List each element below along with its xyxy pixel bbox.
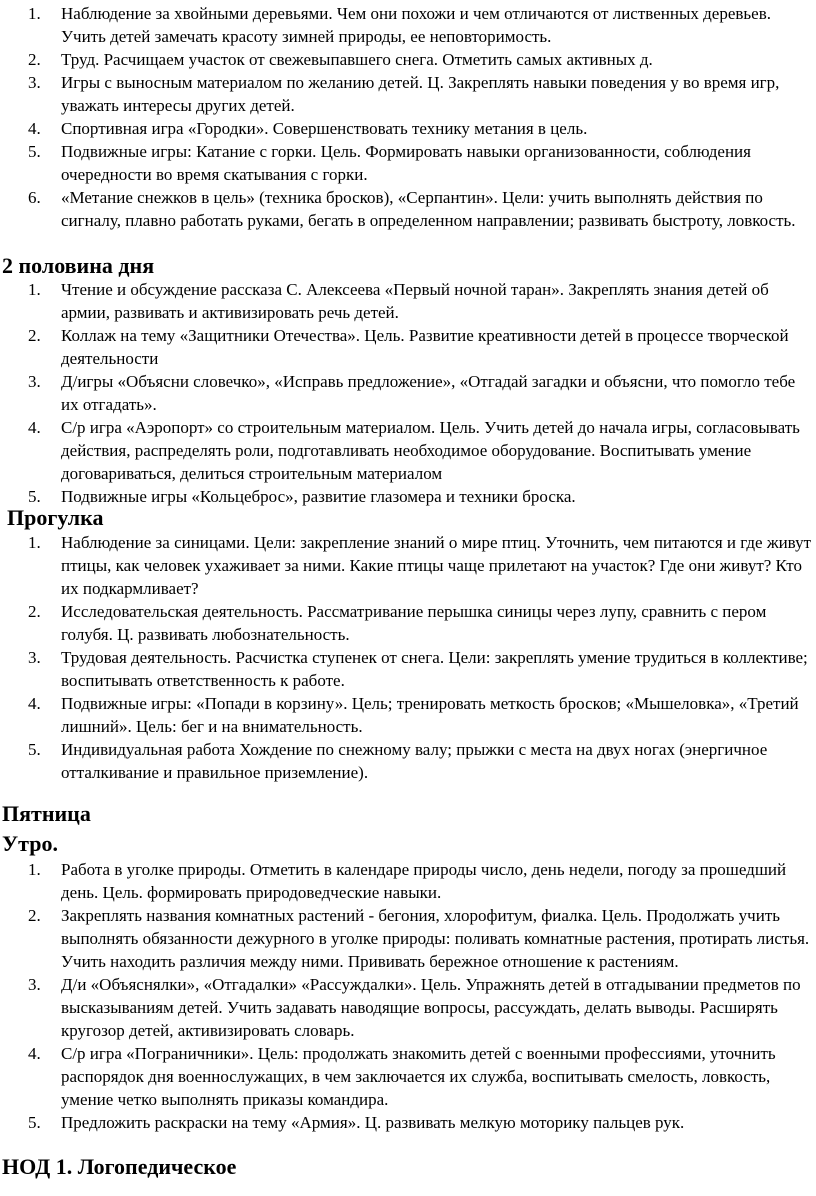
list-item: 5. Подвижные игры «Кольцеброс», развитие глазомера и техники броска. bbox=[28, 487, 576, 506]
list-item: 4. С/р игра «Пограничники». Цель: продолжать знакомить детей с военными профессиями, уточнить распорядок дня военнослужащих, в чем заключается их служба, воспитывать смелость, ловкость, умение четко выполнять приказы командира. bbox=[28, 1044, 776, 1109]
list-item: 3. Д/и «Объяснялки», «Отгадалки» «Рассуждалки». Цель. Упражнять детей в отгадывании предметов по высказываниям детей. Учить задавать наводящие вопросы, рассуждать, делать выводы. Расширять кругозор детей, активизировать словарь. bbox=[28, 975, 801, 1040]
list-item: 3. Д/игры «Объясни словечко», «Исправь предложение», «Отгадай загадки и объясни, что помогло тебе их отгадать». bbox=[28, 372, 796, 414]
list-item: 1. Наблюдение за синицами. Цели: закрепление знаний о мире птиц. Уточнить, чем питаются и где живут птицы, как человек ухаживает за ними. Какие птицы чаще прилетают на участок? Где они живут? Кто их подкармливает? bbox=[28, 533, 812, 598]
walk-list bbox=[0, 531, 816, 784]
list-item: 2. Закреплять названия комнатных растений - бегония, хлорофитум, фиалка. Цель. Продолжать учить выполнять обязанности дежурного в уголке природы: поливать комнатные растения, протирать листья. Учить находить различия между ними. Прививать бережное отношение к растениям. bbox=[28, 906, 810, 971]
list-item: 1. Наблюдение за хвойными деревьями. Чем они похожи и чем отличаются от лиственных деревьев. Учить детей замечать красоту зимней природы, ее неповторимость. bbox=[28, 4, 771, 46]
list-item: 2. Исследовательская деятельность. Рассматривание перышка синицы через лупу, сравнить с пером голубя. Ц. развивать любознательность. bbox=[28, 602, 767, 644]
list-item: 6. «Метание снежков в цель» (техника бросков), «Серпантин». Цели: учить выполнять действия по сигналу, плавно работать руками, бегать в определенном направлении; развивать быстроту, ловкость. bbox=[28, 188, 796, 230]
afternoon-list bbox=[0, 278, 816, 508]
list-item: 5. Индивидуальная работа Хождение по снежному валу; прыжки с места на двух ногах (энергичное отталкивание и правильное приземление). bbox=[28, 740, 768, 782]
list-item: 4. Спортивная игра «Городки». Совершенствовать технику метания в цель. bbox=[28, 119, 588, 138]
list-item: 4. Подвижные игры: «Попади в корзину». Цель; тренировать меткость бросков; «Мышеловка», «Третий лишний». Цель: бег и на внимательность. bbox=[28, 694, 799, 736]
list-item: 3. Трудовая деятельность. Расчистка ступенек от снега. Цели: закреплять умение трудиться в коллективе; воспитывать ответственность к работе. bbox=[28, 648, 808, 690]
list-item: 5. Подвижные игры: Катание с горки. Цель. Формировать навыки организованности, соблюдения очередности во время скатывания с горки. bbox=[28, 142, 751, 184]
list-item: 2. Труд. Расчищаем участок от свежевыпавшего снега. Отметить самых активных д. bbox=[28, 50, 653, 69]
list-item: 5. Предложить раскраски на тему «Армия». Ц. развивать мелкую моторику пальцев рук. bbox=[28, 1113, 685, 1132]
section-heading-afternoon: 2 половина дня bbox=[2, 253, 155, 278]
list-item: 1. Чтение и обсуждение рассказа С. Алексеева «Первый ночной таран». Закреплять знания детей об армии, развивать и активизировать речь детей. bbox=[28, 280, 769, 322]
list-item: 2. Коллаж на тему «Защитники Отечества». Цель. Развитие креативности детей в процессе творческой деятельности bbox=[28, 326, 789, 368]
list-item: 3. Игры с выносным материалом по желанию детей. Ц. Закреплять навыки поведения у во время игр, уважать интересы других детей. bbox=[28, 73, 780, 115]
section-heading-morning: Утро. bbox=[2, 831, 58, 856]
morning-walk-list bbox=[0, 2, 816, 232]
list-item: 4. С/р игра «Аэропорт» со строительным материалом. Цель. Учить детей до начала игры, согласовывать действия, распределять роли, подготавливать необходимое оборудование. Воспитывать умение договариваться, делиться строительным материалом bbox=[28, 418, 800, 483]
section-heading-walk: Прогулка bbox=[7, 505, 104, 530]
morning-list bbox=[0, 858, 816, 1134]
section-heading-friday: Пятница bbox=[2, 801, 91, 826]
section-heading-nod: НОД 1. Логопедическое bbox=[2, 1154, 237, 1179]
list-item: 1. Работа в уголке природы. Отметить в календаре природы число, день недели, погоду за прошедший день. Цель. формировать природоведческие навыки. bbox=[28, 860, 787, 902]
